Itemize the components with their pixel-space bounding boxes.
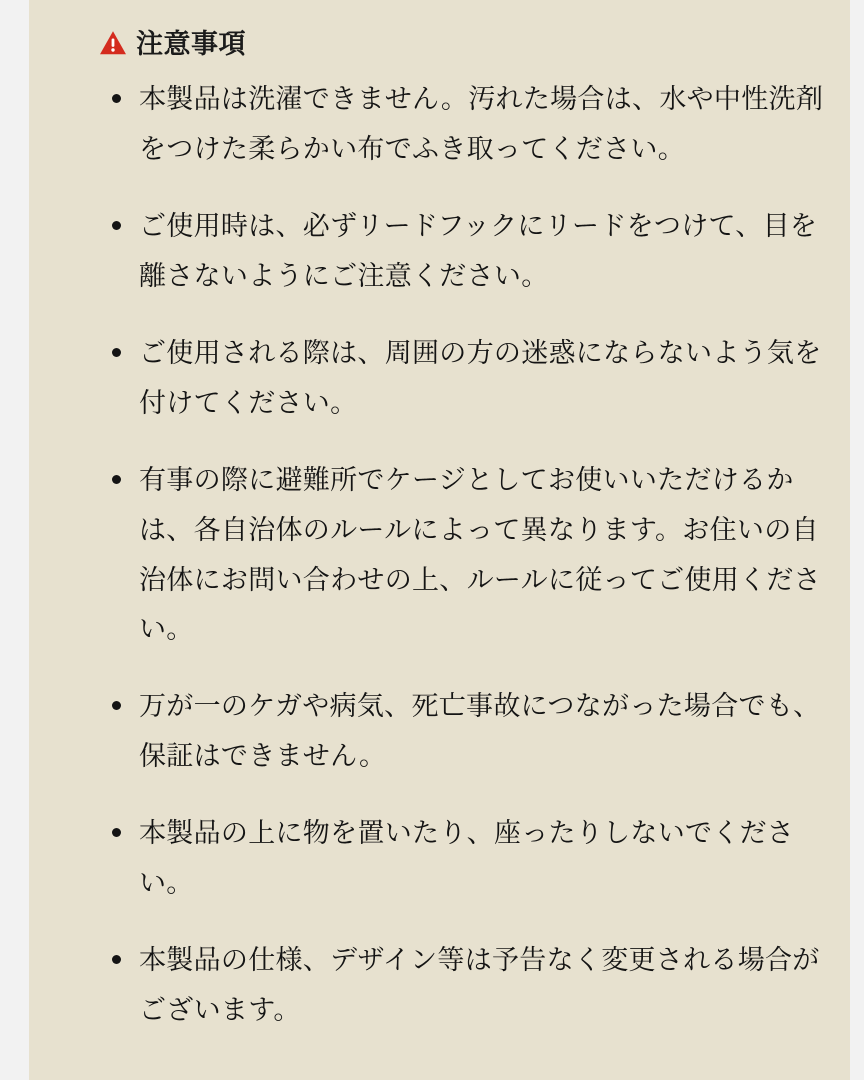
list-item: 本製品は洗濯できません。汚れた場合は、水や中性洗剤をつけた柔らかい布でふき取ってください。 bbox=[99, 75, 826, 175]
list-item: 本製品の仕様、デザイン等は予告なく変更される場合がございます。 bbox=[99, 936, 826, 1036]
notice-list bbox=[99, 75, 826, 1036]
notice-section bbox=[29, 0, 850, 1080]
page-title bbox=[99, 22, 826, 61]
page-title-text: 注意事項 bbox=[136, 29, 246, 59]
page-gutter-right bbox=[850, 0, 864, 1080]
list-item: ご使用される際は、周囲の方の迷惑にならないよう気を付けてください。 bbox=[99, 329, 826, 429]
list-item: 本製品の上に物を置いたり、座ったりしないでください。 bbox=[99, 809, 826, 909]
list-item: 万が一のケガや病気、死亡事故につながった場合でも、保証はできません。 bbox=[99, 682, 826, 782]
warning-triangle-icon bbox=[99, 30, 127, 56]
list-item: ご使用時は、必ずリードフックにリードをつけて、目を離さないようにご注意ください。 bbox=[99, 202, 826, 302]
page-gutter-left bbox=[0, 0, 29, 1080]
list-item: 有事の際に避難所でケージとしてお使いいただけるかは、各自治体のルールによって異なります。お住いの自治体にお問い合わせの上、ルールに従ってご使用ください。 bbox=[99, 456, 826, 656]
